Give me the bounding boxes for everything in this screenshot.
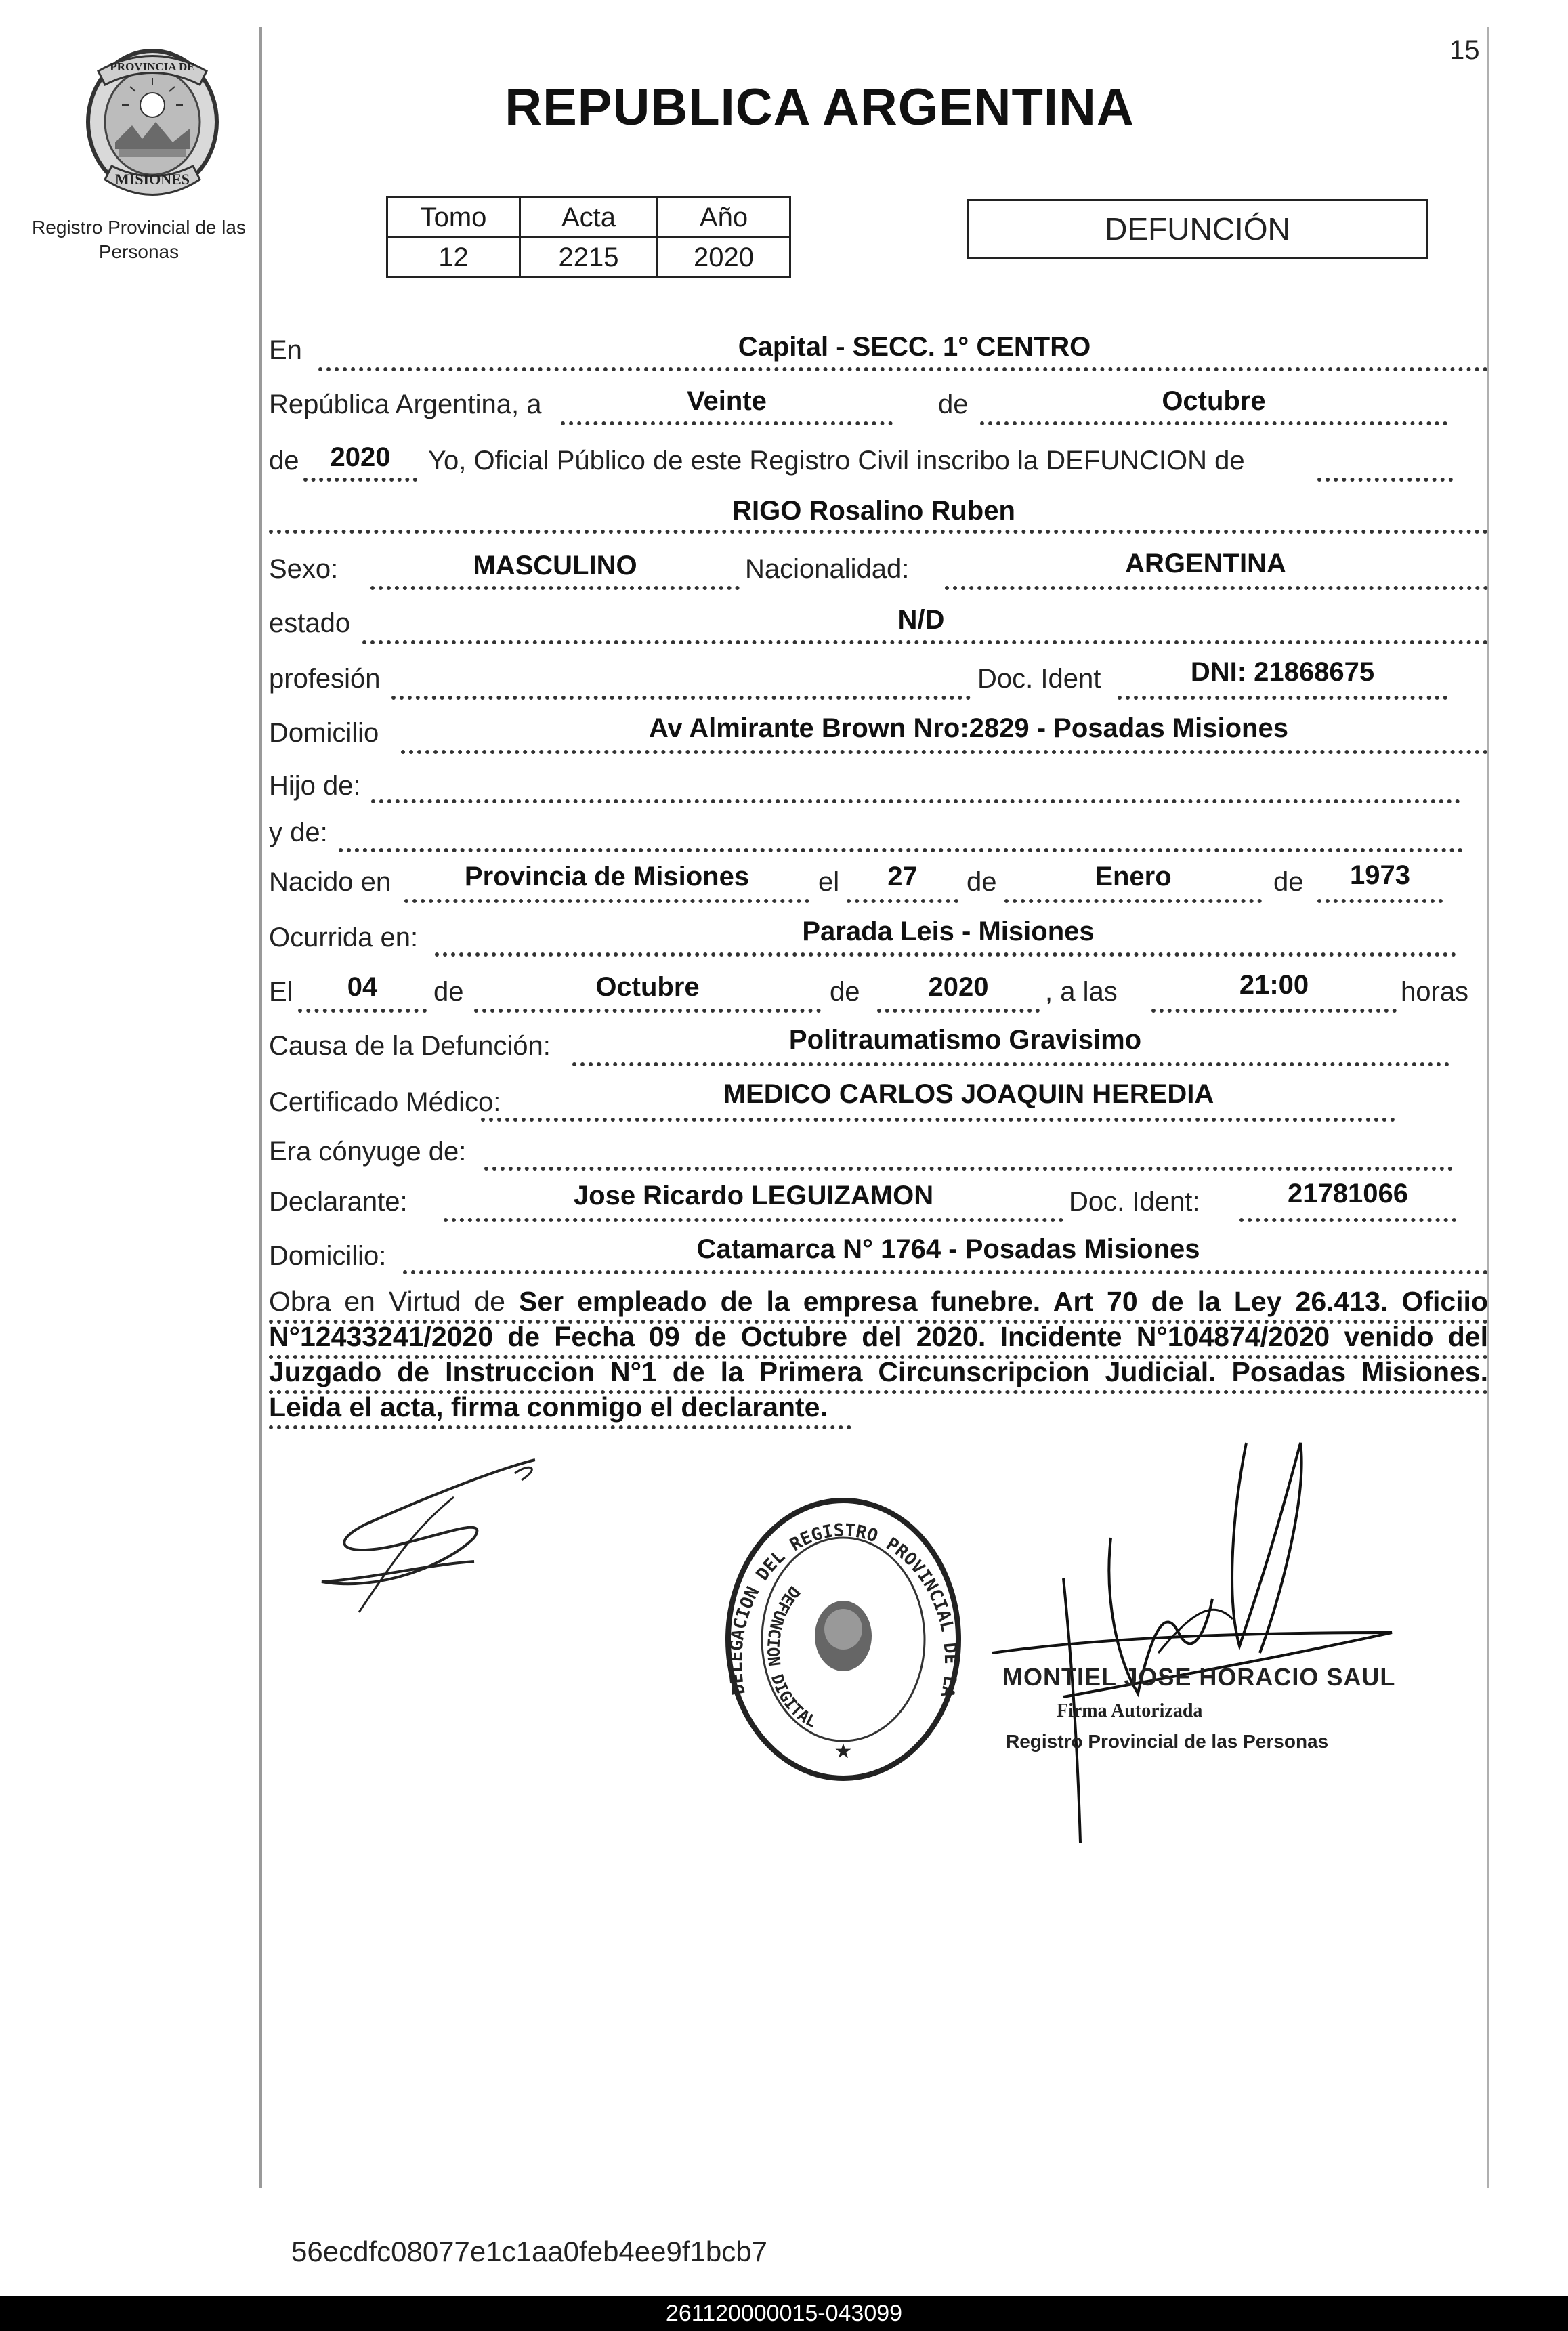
profesion-label: profesión bbox=[269, 664, 381, 694]
place-value: Capital - SECC. 1° CENTRO bbox=[738, 332, 1091, 362]
ref-value-anio: 2020 bbox=[658, 238, 790, 278]
horas-label: horas bbox=[1401, 977, 1469, 1007]
conyuge-label: Era cónyuge de: bbox=[269, 1137, 467, 1167]
ref-value-acta: 2215 bbox=[520, 238, 658, 278]
domicilio2-label: Domicilio: bbox=[269, 1241, 387, 1271]
nacionalidad-label: Nacionalidad: bbox=[745, 554, 910, 584]
yde-label: y de: bbox=[269, 818, 328, 847]
declarante-value: Jose Ricardo LEGUIZAMON bbox=[573, 1181, 934, 1211]
causa-label: Causa de la Defunción: bbox=[269, 1031, 551, 1061]
document-hash: 56ecdfc08077e1c1aa0feb4ee9f1bcb7 bbox=[291, 2235, 767, 2267]
estado-label: estado bbox=[269, 608, 351, 638]
dotted-line bbox=[1317, 899, 1443, 903]
ref-value-tomo: 12 bbox=[387, 238, 520, 278]
de-label: de bbox=[967, 867, 997, 897]
dotted-line bbox=[339, 848, 1463, 852]
stamp-name: MONTIEL JOSE HORACIO SAUL bbox=[1002, 1663, 1396, 1691]
year-value: 2020 bbox=[330, 442, 391, 472]
El-label: El bbox=[269, 977, 293, 1007]
page-number: 15 bbox=[1449, 35, 1480, 65]
causa-value: Politraumatismo Gravisimo bbox=[788, 1025, 1142, 1055]
month-value: Octubre bbox=[1162, 386, 1266, 416]
official-signature bbox=[989, 1429, 1429, 1863]
dotted-line bbox=[370, 586, 740, 590]
dotted-line bbox=[318, 367, 1488, 371]
de-label: de bbox=[830, 977, 860, 1007]
star-icon: ★ bbox=[834, 1740, 853, 1763]
declarante-label: Declarante: bbox=[269, 1187, 408, 1217]
document-type-box: DEFUNCIÓN bbox=[967, 199, 1428, 259]
domicilio-label: Domicilio bbox=[269, 718, 379, 748]
emblem-text-top: PROVINCIA DE bbox=[110, 60, 195, 73]
inscribo-text: Yo, Oficial Público de este Registro Civil inscribo la DEFUNCION de bbox=[428, 446, 1245, 476]
dotted-line bbox=[945, 586, 1488, 590]
page-title: REPUBLICA ARGENTINA bbox=[505, 79, 1135, 136]
doc-ident-value: DNI: 21868675 bbox=[1190, 657, 1375, 687]
domicilio-value: Av Almirante Brown Nro:2829 - Posadas Misiones bbox=[649, 713, 1288, 743]
dotted-line bbox=[404, 899, 809, 903]
dotted-line bbox=[847, 899, 958, 903]
dotted-line bbox=[298, 1009, 427, 1013]
seal-outer-text: DELEGACION DEL REGISTRO PROVINCIAL DE LA bbox=[725, 1520, 961, 1699]
doc2-label: Doc. Ident: bbox=[1069, 1187, 1200, 1217]
dotted-line bbox=[877, 1009, 1040, 1013]
estado-value: N/D bbox=[897, 605, 945, 635]
nacido-label: Nacido en bbox=[269, 867, 391, 897]
birth-year-value: 1973 bbox=[1350, 860, 1410, 890]
dotted-line bbox=[1151, 1009, 1397, 1013]
dotted-line bbox=[269, 1390, 1488, 1394]
dotted-line bbox=[269, 530, 1488, 534]
birth-day-value: 27 bbox=[887, 862, 918, 891]
dotted-line bbox=[435, 952, 1456, 957]
dotted-line bbox=[1118, 696, 1447, 700]
dotted-line bbox=[561, 421, 893, 425]
official-seal bbox=[718, 1490, 969, 1788]
dotted-line bbox=[401, 750, 1488, 754]
death-month-value: Octubre bbox=[595, 972, 700, 1002]
dotted-line bbox=[1239, 1218, 1456, 1222]
hijo-label: Hijo de: bbox=[269, 771, 361, 801]
obra-value: Ser empleado de la empresa funebre. Art 70 de la Ley 26.413. Oficiio N°12433241/2020 de Fecha 09 de Octubre del 2020. Incidente N°104874/2020 venido del Juzgado de Instruccion N°1 de la Primera Circunscripcion Judicial. Posadas Misiones. Leida el acta, firma conmigo el declarante. bbox=[269, 1286, 1488, 1423]
de-label: de bbox=[938, 390, 969, 419]
el-label: el bbox=[818, 867, 840, 897]
stamp-org: Registro Provincial de las Personas bbox=[1006, 1731, 1329, 1752]
dotted-line bbox=[1317, 478, 1453, 482]
left-margin-line bbox=[259, 27, 262, 2188]
dotted-line bbox=[484, 1167, 1453, 1171]
death-time-value: 21:00 bbox=[1239, 970, 1309, 1000]
declarant-signature bbox=[318, 1450, 549, 1626]
dotted-line bbox=[1004, 899, 1262, 903]
ref-header-tomo: Tomo bbox=[387, 198, 520, 238]
right-margin-line bbox=[1487, 27, 1489, 2188]
sexo-label: Sexo: bbox=[269, 554, 339, 584]
dotted-line bbox=[269, 1355, 1488, 1359]
dotted-line bbox=[303, 478, 417, 482]
seal-inner-text: DEFUNCION DIGITAL bbox=[763, 1582, 820, 1731]
province-emblem bbox=[68, 41, 237, 203]
en-label: En bbox=[269, 335, 302, 365]
sexo-value: MASCULINO bbox=[473, 551, 637, 581]
birth-month-value: Enero bbox=[1095, 862, 1172, 891]
republica-label: República Argentina, a bbox=[269, 390, 542, 419]
dotted-line bbox=[269, 1320, 1488, 1324]
death-day-value: 04 bbox=[347, 972, 378, 1002]
nacionalidad-value: ARGENTINA bbox=[1125, 549, 1286, 579]
day-words-value: Veinte bbox=[687, 386, 767, 416]
domicilio2-value: Catamarca N° 1764 - Posadas Misiones bbox=[696, 1234, 1200, 1264]
de-label: de bbox=[1273, 867, 1304, 897]
deceased-name-value: RIGO Rosalino Ruben bbox=[732, 496, 1015, 526]
dotted-line bbox=[481, 1118, 1395, 1122]
dotted-line bbox=[474, 1009, 821, 1013]
certificado-value: MEDICO CARLOS JOAQUIN HEREDIA bbox=[723, 1079, 1214, 1109]
dotted-line bbox=[269, 1425, 851, 1429]
certificado-label: Certificado Médico: bbox=[269, 1087, 501, 1117]
nacido-value: Provincia de Misiones bbox=[464, 862, 750, 891]
dotted-line bbox=[371, 799, 1460, 803]
ref-header-anio: Año bbox=[658, 198, 790, 238]
doc-ident-label: Doc. Ident bbox=[977, 664, 1101, 694]
stamp-role: Firma Autorizada bbox=[1057, 1700, 1203, 1721]
de-label: de bbox=[433, 977, 464, 1007]
footer-code: 261120000015-043099 bbox=[665, 2301, 903, 2326]
reference-table bbox=[386, 196, 791, 278]
dotted-line bbox=[572, 1062, 1449, 1066]
ref-header-acta: Acta bbox=[520, 198, 658, 238]
emblem-text-bottom: MISIONES bbox=[114, 171, 190, 188]
dotted-line bbox=[444, 1218, 1063, 1222]
svg-text:DEFUNCION DIGITAL bbox=[763, 1582, 820, 1731]
dotted-line bbox=[403, 1270, 1488, 1274]
dotted-line bbox=[391, 696, 971, 700]
registry-name: Registro Provincial de las Personas bbox=[32, 217, 246, 262]
dotted-line bbox=[980, 421, 1447, 425]
dotted-line bbox=[362, 640, 1488, 644]
obra-label: Obra en Virtud de bbox=[269, 1286, 505, 1317]
ocurrida-label: Ocurrida en: bbox=[269, 923, 419, 952]
obra-paragraph bbox=[269, 1284, 1488, 1425]
de-label: de bbox=[269, 446, 299, 476]
ocurrida-value: Parada Leis - Misiones bbox=[802, 917, 1095, 946]
doc2-value: 21781066 bbox=[1288, 1179, 1408, 1209]
alas-label: , a las bbox=[1045, 977, 1118, 1007]
death-year-value: 2020 bbox=[928, 972, 989, 1002]
